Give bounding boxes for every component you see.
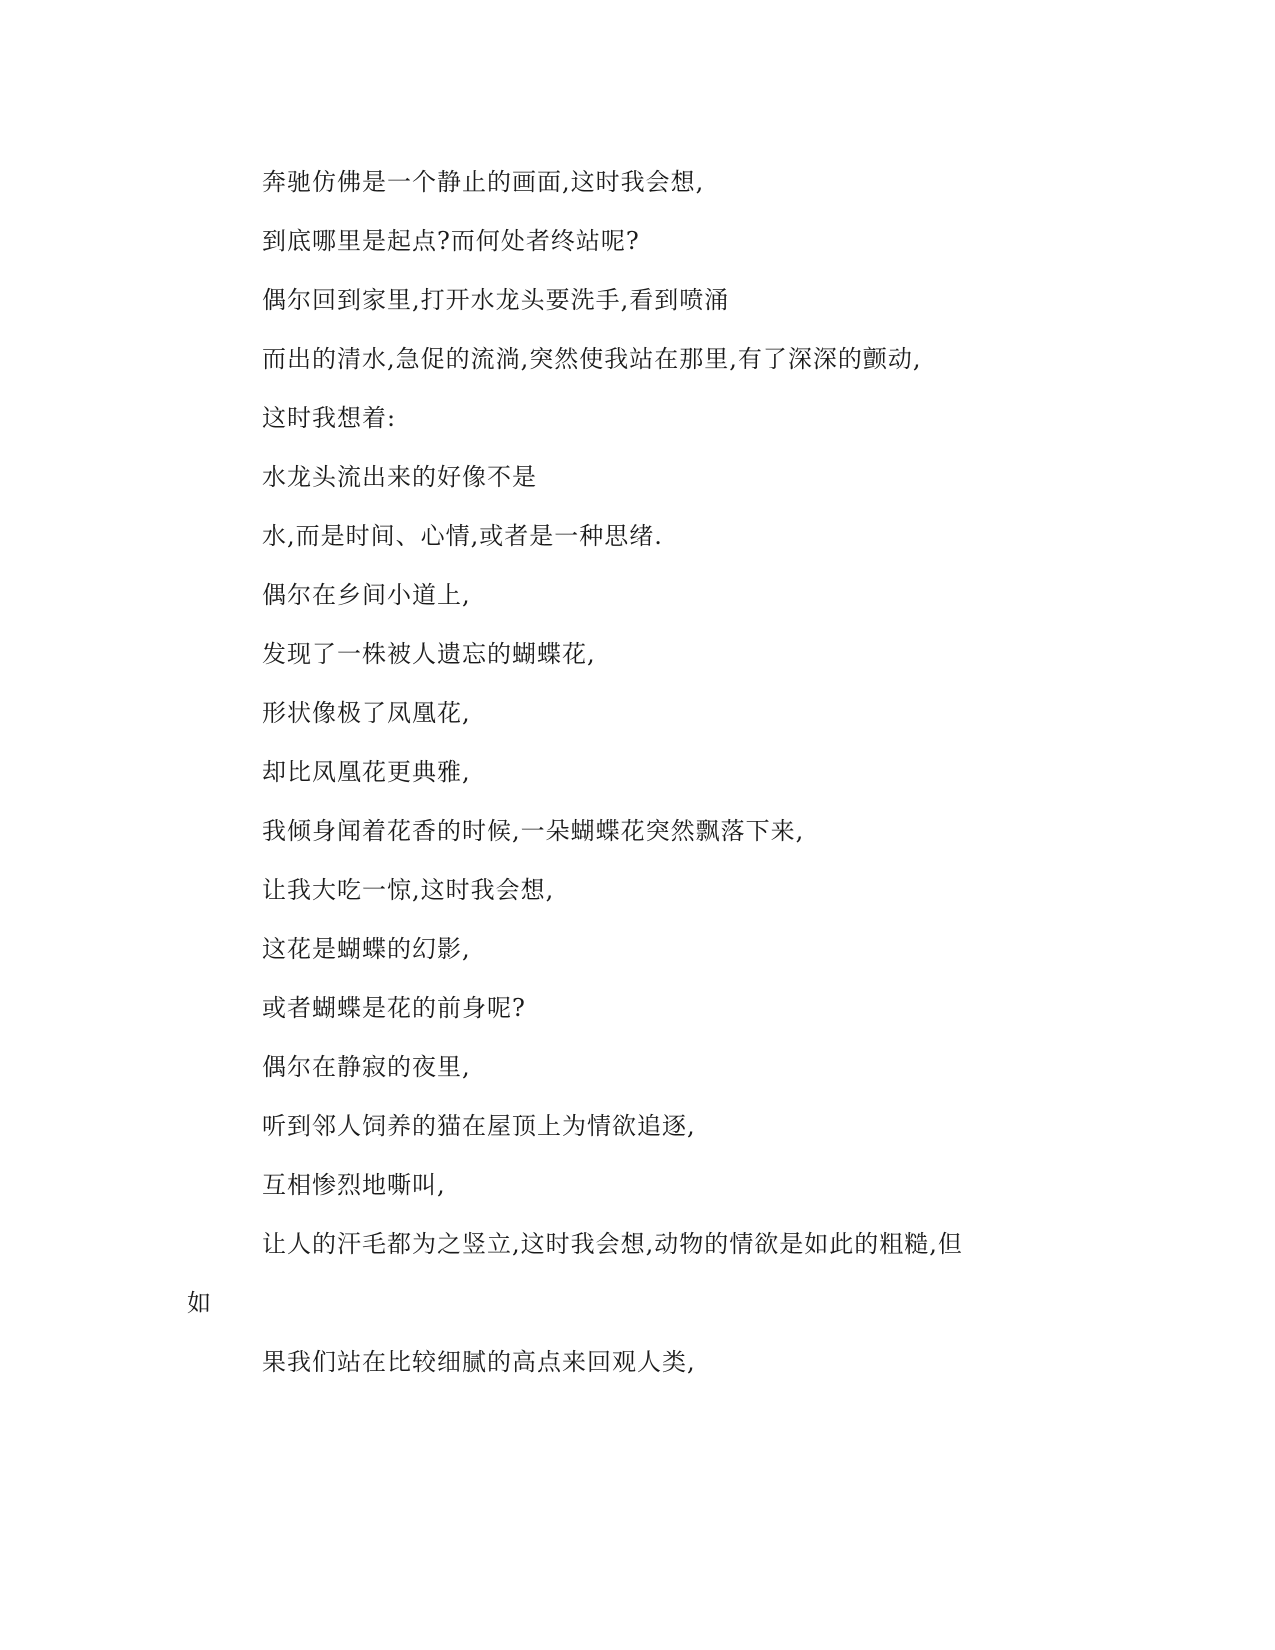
- text-line: 水,而是时间、心情,或者是一种思绪.: [262, 522, 663, 550]
- text-line: 果我们站在比较细腻的高点来回观人类,: [262, 1348, 696, 1376]
- text-line: 到底哪里是起点?而何处者终站呢?: [262, 227, 640, 255]
- text-line: 听到邻人饲养的猫在屋顶上为情欲追逐,: [262, 1112, 696, 1140]
- text-line: 偶尔回到家里,打开水龙头要洗手,看到喷涌: [262, 286, 730, 314]
- text-line: 互相惨烈地嘶叫,: [262, 1171, 446, 1199]
- text-line: 偶尔在静寂的夜里,: [262, 1053, 471, 1081]
- text-line: 却比凤凰花更典雅,: [262, 758, 471, 786]
- text-line: 形状像极了凤凰花,: [262, 699, 471, 727]
- text-line: 发现了一株被人遗忘的蝴蝶花,: [262, 640, 596, 668]
- text-line: 偶尔在乡间小道上,: [262, 581, 471, 609]
- text-line: 而出的清水,急促的流淌,突然使我站在那里,有了深深的颤动,: [262, 345, 922, 373]
- text-line: 让我大吃一惊,这时我会想,: [262, 876, 555, 904]
- text-line: 我倾身闻着花香的时候,一朵蝴蝶花突然飘落下来,: [262, 817, 805, 845]
- text-line: 如: [187, 1289, 212, 1317]
- text-line: 让人的汗毛都为之竖立,这时我会想,动物的情欲是如此的粗糙,但: [262, 1230, 963, 1258]
- text-line: 水龙头流出来的好像不是: [262, 463, 537, 491]
- text-line: 这时我想着:: [262, 404, 397, 432]
- text-line: 奔驰仿佛是一个静止的画面,这时我会想,: [262, 168, 705, 196]
- text-line: 或者蝴蝶是花的前身呢?: [262, 994, 526, 1022]
- text-line: 这花是蝴蝶的幻影,: [262, 935, 471, 963]
